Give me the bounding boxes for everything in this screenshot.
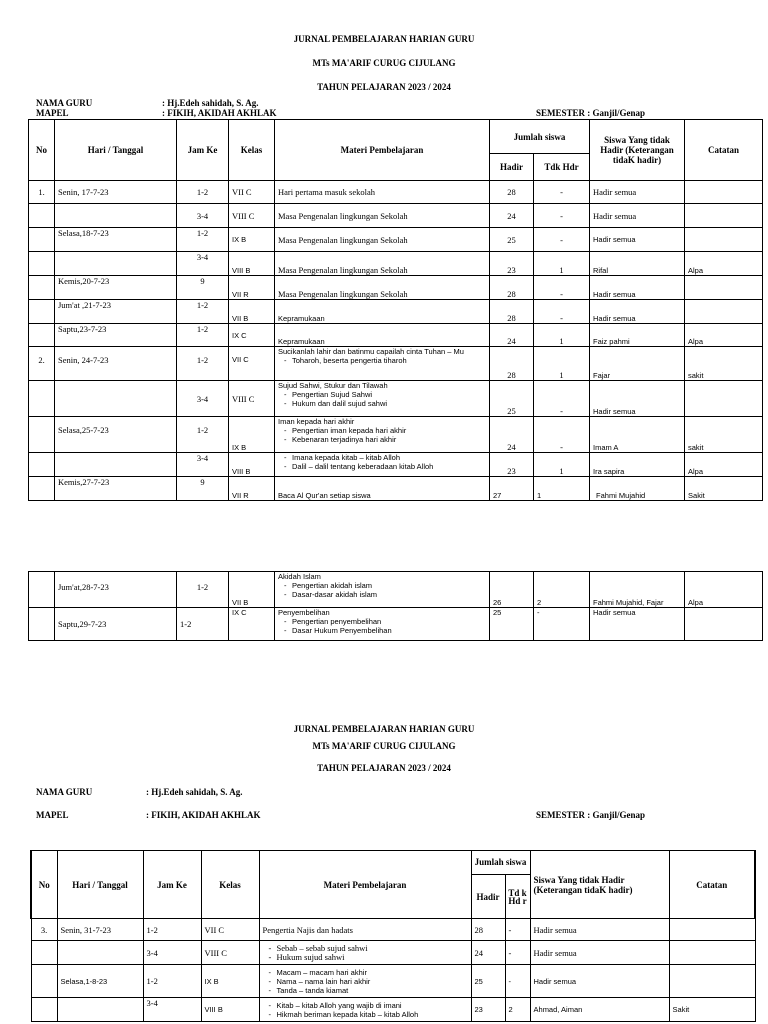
cell-hadir: 24 [490, 417, 534, 453]
col-jam-header: Jam Ke [177, 120, 229, 181]
cell-kelas: IX C [229, 324, 275, 347]
cell-tdk: 2 [505, 998, 530, 1022]
col-hari-header: Hari / Tanggal [57, 851, 143, 919]
cell-hari [55, 252, 177, 276]
cell-no: 2. [29, 347, 55, 381]
cell-kelas: VIII C [229, 204, 275, 228]
cell-kelas: VIII C [201, 941, 259, 965]
journal-table-1 [28, 119, 763, 501]
cell-materi [275, 572, 490, 608]
cell-no [31, 998, 57, 1022]
cell-jam: 1-2 [177, 228, 229, 252]
cell-siswa: Fahmi Mujahid [590, 477, 685, 501]
cell-siswa: Hadir semua [530, 965, 669, 998]
cell-hari [55, 204, 177, 228]
cell-no [31, 965, 57, 998]
cell-catatan [685, 181, 763, 204]
cell-materi: Baca Al Qur'an setiap siswa [275, 477, 490, 501]
cell-siswa: Hadir semua [590, 381, 685, 417]
journal-table-3 [30, 850, 756, 1022]
cell-hari: Selasa,18-7-23 [55, 228, 177, 252]
cell-tdk: - [505, 965, 530, 998]
cell-hadir: 23 [490, 252, 534, 276]
table-row [29, 228, 763, 252]
cell-materi: Masa Pengenalan lingkungan Sekolah [275, 228, 490, 252]
table-row [29, 477, 763, 501]
cell-kelas: IX B [229, 417, 275, 453]
cell-jam: 3-4 [177, 204, 229, 228]
cell-tdk: - [534, 417, 590, 453]
cell-siswa: Fahmi Mujahid, Fajar [590, 572, 685, 608]
cell-hadir: 25 [490, 381, 534, 417]
materi-bullet: - Pengertian iman kepada hari akhir [278, 426, 486, 435]
cell-materi: Hari pertama masuk sekolah [275, 181, 490, 204]
cell-jam: 3-4 [143, 998, 201, 1022]
cell-no: 3. [31, 919, 57, 941]
cell-hari: Senin, 24-7-23 [55, 347, 177, 381]
col-no-header: No [31, 851, 57, 919]
table1-header-row [29, 120, 763, 154]
col-hadir-header: Hadir [471, 875, 505, 919]
cell-siswa: Rifal [590, 252, 685, 276]
cell-catatan [685, 300, 763, 324]
cell-no [29, 381, 55, 417]
cell-materi [275, 417, 490, 453]
table-row [29, 252, 763, 276]
materi-line: Penyembelihan [278, 608, 330, 617]
cell-tdk: - [534, 204, 590, 228]
cell-siswa: Hadir semua [530, 919, 669, 941]
page2-year: TAHUN PELAJARAN 2023 / 2024 [317, 763, 451, 773]
page2-title: JURNAL PEMBELAJARAN HARIAN GURU [293, 724, 475, 734]
cell-kelas: IX B [201, 965, 259, 998]
cell-hari: Selasa,25-7-23 [55, 417, 177, 453]
cell-tdk: 1 [534, 347, 590, 381]
materi-bullet: - Dasar Hukum Penyembelihan [278, 626, 486, 635]
table-row [29, 204, 763, 228]
cell-hadir: 28 [490, 300, 534, 324]
cell-jam: 1-2 [177, 608, 229, 641]
cell-tdk: 2 [534, 572, 590, 608]
cell-hadir: 24 [490, 324, 534, 347]
cell-materi: Masa Pengenalan lingkungan Sekolah [275, 252, 490, 276]
cell-kelas: VII R [229, 477, 275, 501]
table-row [29, 347, 763, 381]
cell-materi [259, 941, 471, 965]
cell-siswa: Hadir semua [590, 276, 685, 300]
materi-bullet: - Macam – macam hari akhir [263, 968, 468, 977]
cell-jam: 1-2 [177, 417, 229, 453]
col-hari-header: Hari / Tanggal [55, 120, 177, 181]
cell-hadir: 23 [471, 998, 505, 1022]
cell-siswa: Hadir semua [590, 300, 685, 324]
table-row [31, 941, 755, 965]
materi-bullet: - Hikmah beriman kepada kitab – kitab Alloh [263, 1010, 468, 1019]
cell-kelas: VII C [229, 347, 275, 381]
col-materi-header: Materi Pembelajaran [259, 851, 471, 919]
materi-line: Iman kepada hari akhir [278, 417, 355, 426]
cell-kelas: VII C [229, 181, 275, 204]
materi-bullet: - Imana kepada kitab – kitab Alloh [278, 453, 486, 462]
cell-kelas: IX C [229, 608, 275, 641]
materi-line: Sujud Sahwi, Stukur dan Tilawah [278, 381, 388, 390]
cell-hari: Kemis,20-7-23 [55, 276, 177, 300]
cell-hadir: 27 [490, 477, 534, 501]
cell-hadir: 26 [490, 572, 534, 608]
page1-nama-guru-value: : Hj.Edeh sahidah, S. Ag. [162, 98, 259, 108]
cell-catatan: Sakit [685, 477, 763, 501]
col-tdk-header: Tdk Hdr [534, 154, 590, 181]
cell-hadir: 25 [490, 608, 534, 641]
cell-tdk: 1 [534, 252, 590, 276]
table-row [29, 181, 763, 204]
cell-materi [259, 965, 471, 998]
col-siswa-header: Siswa Yang tidak Hadir (Keterangan tidaK hadir) [590, 120, 685, 181]
cell-catatan [669, 965, 755, 998]
cell-materi [275, 347, 490, 381]
table-row [31, 998, 755, 1022]
cell-tdk: 1 [534, 477, 590, 501]
cell-catatan: Alpa [685, 324, 763, 347]
page2-semester: SEMESTER : Ganjil/Genap [536, 810, 646, 820]
col-siswa-header: Siswa Yang tidak Hadir (Keterangan tidaK hadir) [530, 851, 669, 919]
cell-no [31, 941, 57, 965]
cell-no [29, 276, 55, 300]
cell-catatan [685, 381, 763, 417]
cell-jam: 1-2 [177, 181, 229, 204]
cell-hadir: 24 [471, 941, 505, 965]
page2-mapel-value: : FIKIH, AKIDAH AKHLAK [146, 810, 261, 820]
cell-catatan [669, 919, 755, 941]
table-row [29, 381, 763, 417]
cell-tdk: 1 [534, 324, 590, 347]
page1-year: TAHUN PELAJARAN 2023 / 2024 [317, 82, 451, 92]
col-jam-header: Jam Ke [143, 851, 201, 919]
cell-materi [275, 381, 490, 417]
page1-semester: SEMESTER : Ganjil/Genap [536, 108, 646, 118]
cell-kelas: VII C [201, 919, 259, 941]
cell-tdk: - [534, 608, 590, 641]
cell-hari: Jum'at ,21-7-23 [55, 300, 177, 324]
cell-no [29, 477, 55, 501]
table-row [31, 919, 755, 941]
cell-siswa: Hadir semua [530, 941, 669, 965]
materi-line: Akidah Islam [278, 572, 321, 581]
table-row [29, 276, 763, 300]
materi-bullet: - Kitab – kitab Alloh yang wajib di imani [263, 1001, 468, 1010]
cell-hari [55, 381, 177, 417]
cell-materi: Kepramukaan [275, 324, 490, 347]
table-row [29, 324, 763, 347]
cell-no [29, 417, 55, 453]
cell-jam: 1-2 [143, 919, 201, 941]
page1-title: JURNAL PEMBELAJARAN HARIAN GURU [293, 34, 475, 44]
materi-bullet: - Pengertian penyembelihan [278, 617, 486, 626]
cell-catatan [685, 228, 763, 252]
page2-mapel-label: MAPEL [36, 810, 69, 820]
cell-catatan: sakit [685, 417, 763, 453]
cell-hadir: 23 [490, 453, 534, 477]
cell-hadir: 28 [490, 347, 534, 381]
cell-siswa: Hadir semua [590, 228, 685, 252]
cell-catatan [669, 941, 755, 965]
table-row [29, 608, 763, 641]
cell-catatan [685, 204, 763, 228]
cell-jam: 3-4 [177, 381, 229, 417]
cell-hari: Jum'at,28-7-23 [55, 572, 177, 608]
cell-tdk: - [505, 919, 530, 941]
cell-no [29, 453, 55, 477]
cell-no [29, 608, 55, 641]
materi-line: Sucikanlah lahir dan batinmu capailah cinta Tuhan – Mu [278, 347, 464, 356]
page1-school: MTs MA'ARIF CURUG CIJULANG [312, 58, 456, 68]
materi-bullet: - Hukum dan dalil sujud sahwi [278, 399, 486, 408]
page2-nama-guru-value: : Hj.Edeh sahidah, S. Ag. [146, 787, 243, 797]
materi-bullet: - Kebenaran terjadinya hari akhir [278, 435, 486, 444]
cell-kelas: IX B [229, 228, 275, 252]
cell-catatan: Sakit [669, 998, 755, 1022]
journal-table-2 [28, 571, 763, 641]
cell-hari: Kemis,27-7-23 [55, 477, 177, 501]
cell-kelas: VII B [229, 300, 275, 324]
cell-materi [259, 998, 471, 1022]
table-row [29, 572, 763, 608]
cell-siswa: Faiz pahmi [590, 324, 685, 347]
materi-bullet: - Pengertian Sujud Sahwi [278, 390, 486, 399]
cell-hari: Senin, 31-7-23 [57, 919, 143, 941]
cell-tdk: - [534, 300, 590, 324]
col-jumlah-header: Jumlah siswa [471, 851, 530, 875]
cell-hari [57, 941, 143, 965]
cell-tdk: - [534, 181, 590, 204]
cell-jam: 3-4 [177, 453, 229, 477]
cell-materi: Pengertia Najis dan hadats [259, 919, 471, 941]
materi-bullet: - Tanda – tanda kiamat [263, 986, 468, 995]
cell-materi: Masa Pengenalan lingkungan Sekolah [275, 204, 490, 228]
cell-siswa: Hadir semua [590, 608, 685, 641]
cell-materi [275, 453, 490, 477]
cell-catatan: sakit [685, 347, 763, 381]
table-row [29, 417, 763, 453]
cell-kelas: VIII B [201, 998, 259, 1022]
page2-nama-guru-label: NAMA GURU [36, 787, 93, 797]
cell-jam: 1-2 [177, 347, 229, 381]
page2-school: MTs MA'ARIF CURUG CIJULANG [312, 741, 456, 751]
table-row [29, 300, 763, 324]
cell-hari: Saptu,23-7-23 [55, 324, 177, 347]
materi-bullet: - Hukum sujud sahwi [263, 953, 468, 962]
cell-no [29, 324, 55, 347]
cell-hadir: 25 [490, 228, 534, 252]
cell-jam: 1-2 [177, 300, 229, 324]
cell-hari [55, 453, 177, 477]
cell-kelas: VIII B [229, 252, 275, 276]
cell-jam: 3-4 [143, 941, 201, 965]
col-tdk-header: Td k Hd r [505, 875, 530, 919]
cell-kelas: VIII B [229, 453, 275, 477]
materi-bullet: - Sebab – sebab sujud sahwi [263, 944, 468, 953]
col-catatan-header: Catatan [669, 851, 755, 919]
cell-siswa: Hadir semua [590, 204, 685, 228]
cell-tdk: 1 [534, 453, 590, 477]
page1-mapel-label: MAPEL [36, 108, 69, 118]
cell-catatan [685, 276, 763, 300]
col-catatan-header: Catatan [685, 120, 763, 181]
cell-kelas: VII R [229, 276, 275, 300]
cell-no [29, 204, 55, 228]
cell-tdk: - [534, 228, 590, 252]
col-kelas-header: Kelas [201, 851, 259, 919]
cell-materi [275, 608, 490, 641]
cell-hari: Saptu,29-7-23 [55, 608, 177, 641]
table3-header-row [31, 851, 755, 875]
cell-hari: Selasa,1-8-23 [57, 965, 143, 998]
cell-siswa: Hadir semua [590, 181, 685, 204]
cell-materi: Masa Pengenalan lingkungan Sekolah [275, 276, 490, 300]
cell-hadir: 25 [471, 965, 505, 998]
cell-hadir: 28 [490, 181, 534, 204]
materi-bullet: - Nama – nama lain hari akhir [263, 977, 468, 986]
cell-hari [57, 998, 143, 1022]
cell-jam: 1-2 [177, 572, 229, 608]
page1-nama-guru-label: NAMA GURU [36, 98, 93, 108]
cell-catatan: Alpa [685, 572, 763, 608]
materi-bullet: - Dalil – dalil tentang keberadaan kitab Alloh [278, 462, 486, 471]
cell-catatan: Alpa [685, 453, 763, 477]
col-hadir-header: Hadir [490, 154, 534, 181]
cell-hadir: 28 [490, 276, 534, 300]
cell-no [29, 300, 55, 324]
materi-bullet: - Toharoh, beserta pengertia tiharoh [278, 356, 486, 365]
cell-jam: 3-4 [177, 252, 229, 276]
cell-catatan [685, 608, 763, 641]
cell-materi: Kepramukaan [275, 300, 490, 324]
cell-tdk: - [534, 276, 590, 300]
cell-tdk: - [505, 941, 530, 965]
cell-jam: 9 [177, 477, 229, 501]
cell-no [29, 252, 55, 276]
cell-kelas: VIII C [229, 381, 275, 417]
cell-no [29, 572, 55, 608]
cell-catatan: Alpa [685, 252, 763, 276]
cell-siswa: Ahmad, Aiman [530, 998, 669, 1022]
cell-jam: 1-2 [143, 965, 201, 998]
cell-hari: Senin, 17-7-23 [55, 181, 177, 204]
cell-kelas: VII B [229, 572, 275, 608]
col-jumlah-header: Jumlah siswa [490, 120, 590, 154]
col-kelas-header: Kelas [229, 120, 275, 181]
cell-jam: 9 [177, 276, 229, 300]
cell-jam: 1-2 [177, 324, 229, 347]
cell-siswa: Ira sapira [590, 453, 685, 477]
table-row [29, 453, 763, 477]
materi-bullet: - Pengertian akidah islam [278, 581, 486, 590]
materi-bullet: - Dasar-dasar akidah islam [278, 590, 486, 599]
cell-siswa: Fajar [590, 347, 685, 381]
cell-siswa: Imam A [590, 417, 685, 453]
cell-hadir: 24 [490, 204, 534, 228]
table-row [31, 965, 755, 998]
cell-no: 1. [29, 181, 55, 204]
col-materi-header: Materi Pembelajaran [275, 120, 490, 181]
col-no-header: No [29, 120, 55, 181]
cell-tdk: - [534, 381, 590, 417]
page1-mapel-value: : FIKIH, AKIDAH AKHLAK [162, 108, 277, 118]
cell-hadir: 28 [471, 919, 505, 941]
cell-no [29, 228, 55, 252]
